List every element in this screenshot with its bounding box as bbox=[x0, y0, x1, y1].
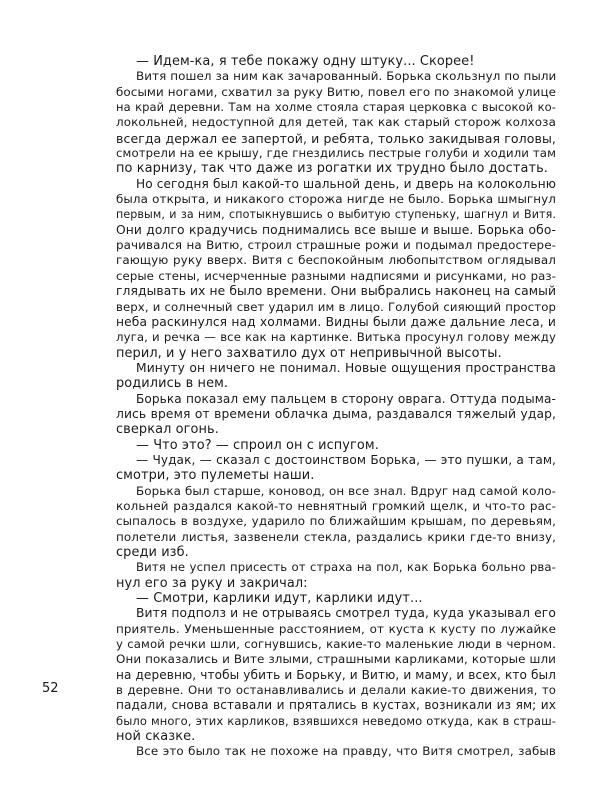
text-line: — Чудак, — сказал с достоинством Борька, — это пушки, а там, bbox=[136, 452, 556, 467]
text-line: была открыта, и никакого сторожа нигде не было. Борька шмыгнул bbox=[116, 192, 556, 207]
text-line: смотри, это пулеметы наши. bbox=[116, 468, 315, 484]
page-text-block bbox=[116, 54, 556, 760]
text-line: Все это было так не похоже на правду, что Витя смотрел, забыв bbox=[136, 744, 556, 759]
text-line: было много, этих карликов, взявшихся неведомо откуда, как в страш- bbox=[116, 713, 556, 728]
text-line: кольней раздался какой-то невнятный громкий щелк, и что-то рас- bbox=[116, 498, 556, 513]
text-line: Борька был старше, коновод, он все знал. Вдруг над самой коло- bbox=[136, 483, 556, 498]
text-line: Но сегодня был какой-то шальной день, и дверь на колокольню bbox=[136, 176, 556, 191]
text-line: Минуту он ничего не понимал. Новые ощущения пространства bbox=[136, 360, 556, 375]
text-line: — Что это? — спроил он с испугом. bbox=[136, 437, 379, 453]
text-line: — Смотри, карлики идут, карлики идут... bbox=[136, 591, 423, 607]
text-line: на край деревни. Там на холме стояла старая церковка с высокой ко- bbox=[116, 100, 556, 115]
text-line: луга, и речка — все как на картинке. Витька просунул голову между bbox=[116, 330, 556, 345]
text-line: Витя пошел за ним как зачарованный. Борька скользнул по пыли bbox=[136, 69, 557, 84]
text-line: всегда держал ее запертой, и ребята, только закидывая головы, bbox=[116, 130, 556, 146]
text-line: смотрели на ее крышу, где гнездились пестрые голуби и ходили там bbox=[116, 146, 556, 161]
text-line: падали, снова вставали и прятались в кустах, возникали из ям; их bbox=[116, 698, 556, 713]
text-line: нул его за руку и закричал: bbox=[116, 575, 308, 591]
text-line: неба раскинулся над холмами. Видны были даже дальние леса, и bbox=[116, 314, 556, 329]
text-line: сыпалось в воздухе, ударило по ближайшим крышам, по деревьям, bbox=[116, 514, 556, 529]
text-line: у самой речки шли, согнувшись, какие-то маленькие люди в черном. bbox=[116, 637, 556, 652]
text-line: сверкал огонь. bbox=[116, 422, 219, 438]
text-line: Борька показал ему пальцем в сторону оврага. Оттуда подыма- bbox=[136, 391, 556, 406]
text-line: Они показались и Вите злыми, страшными карликами, которые шли bbox=[116, 652, 556, 667]
text-line: локольней, недоступной для детей, так как старый сторож колхоза bbox=[116, 115, 556, 130]
text-line: перил, и у него захватило дух от непривычной высоты. bbox=[116, 345, 502, 361]
text-line: по карнизу, так что даже из рогатки их трудно было достать. bbox=[116, 161, 548, 177]
text-line: Витя не успел присесть от страха на пол, как Борька больно рва- bbox=[136, 560, 556, 575]
text-line: среди изб. bbox=[116, 545, 189, 560]
text-line: Витя подполз и не отрываясь смотрел туда, куда указывал его bbox=[136, 606, 556, 621]
text-line: родились в нем. bbox=[116, 376, 229, 392]
text-line: серые стены, исчерченные разными надписями и рисунками, но раз- bbox=[116, 268, 556, 283]
text-line: приятель. Уменьшенные расстоянием, от куста к кусту по лужайке bbox=[116, 621, 556, 636]
text-line: первым, и за ним, спотыкнувшись о выбитую ступеньку, шагнул и Витя. bbox=[116, 208, 556, 222]
text-line: ной сказке. bbox=[116, 729, 196, 745]
text-line: Они долго крадучись поднимались все выше и выше. Борька обо- bbox=[116, 222, 556, 237]
text-line: босыми ногами, схватил за руку Витю, повел его по знакомой улице bbox=[116, 84, 557, 99]
text-line: глядывать их не было времени. Они выбрались наконец на самый bbox=[116, 284, 557, 299]
text-line: на деревню, чтобы убить и Борьку, и Витю, и маму, и всех, кто был bbox=[116, 667, 556, 682]
text-line: гающую руку вверх. Витя с беспокойным любопытством оглядывал bbox=[116, 253, 556, 268]
text-line: рачивался на Витю, строил страшные рожи и подымал предостере- bbox=[116, 238, 556, 253]
text-line: полетели листья, зазвенели стекла, раздались крики где-то внизу, bbox=[116, 529, 556, 544]
text-line: верх, и солнечный свет ударил им в лицо. Голубой сияющий простор bbox=[116, 299, 556, 314]
text-line: лись время от времени облачка дыма, раздавался тяжелый удар, bbox=[116, 406, 556, 421]
text-line: в деревне. Они то останавливались и делали какие-то движения, то bbox=[116, 683, 556, 698]
page-number: 52 bbox=[42, 681, 59, 696]
text-line: — Идем-ка, я тебе покажу одну штуку... Скорее! bbox=[136, 54, 475, 69]
